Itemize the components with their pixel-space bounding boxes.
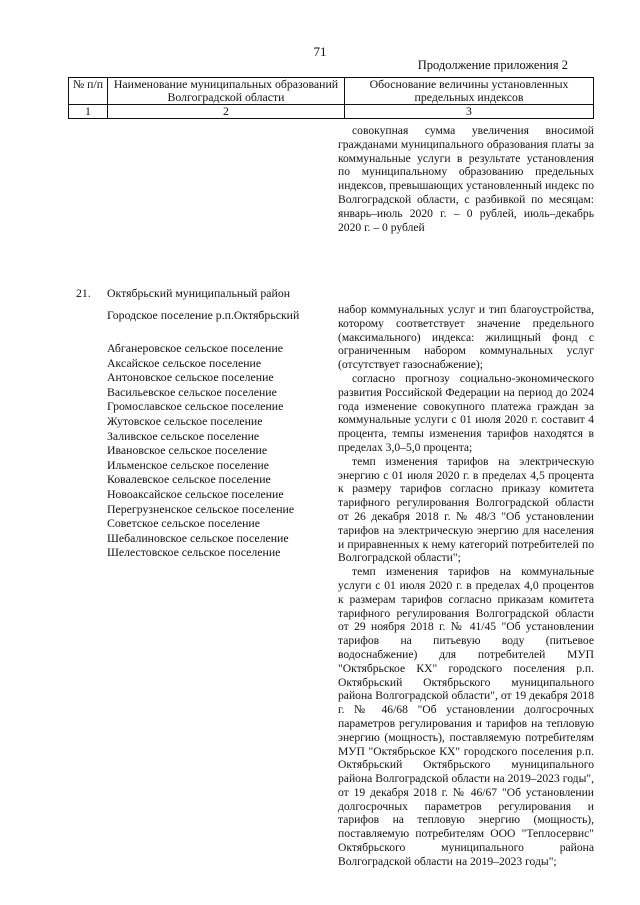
list-item: Жутовское сельское поселение <box>107 413 263 428</box>
continuation-note: Продолжение приложения 2 <box>417 58 568 72</box>
list-item: Аксайское сельское поселение <box>107 355 262 370</box>
list-item: Антоновское сельское поселение <box>107 370 274 385</box>
header-index-3: 3 <box>345 105 594 119</box>
justification-text <box>338 303 594 869</box>
list-item: Громославское сельское поселение <box>107 399 284 414</box>
list-item: Шелестовское сельское поселение <box>107 545 281 560</box>
rural-settlement-list <box>107 341 294 560</box>
justification-paragraph: согласно прогнозу социально-экономического развития Российской Федерации на период до 2024 года изменение совокупного платежа граждан за коммунальные услуги с 01 июля 2020 г. составит 4 процента, темпы изменения тарифов находятся в пределах 3,0–5,0 процента; <box>338 371 594 454</box>
carryover-paragraph: совокупная сумма увеличения вносимой гражданами муниципального образования платы за коммунальные услуги в результате установления по муниципальному образованию предельных индексов, превышающих установленный индекс по Волгоградской области, с разбивкой по месяцам: январь–июль 2020 г. – 0 рублей, июль–декабрь 2020 г. – 0 рублей <box>338 124 594 234</box>
page-number: 71 <box>313 44 327 59</box>
table-header <box>68 77 594 119</box>
list-item: Перегрузненское сельское поселение <box>107 501 295 516</box>
urban-settlement: Городское поселение р.п.Октябрьский <box>107 308 300 322</box>
justification-paragraph: набор коммунальных услуг и тип благоустройства, которому соответствует значение предельного (максимального) индекса: жилищный фонд с ограниченным набором коммунальных услуг (отсутствует газоснабжение); <box>338 303 594 372</box>
list-item: Новоаксайское сельское поселение <box>107 486 284 501</box>
justification-paragraph: темп изменения тарифов на коммунальные услуги с 01 июля 2020 г. в пределах 4,0 процентов к размерам тарифов согласно приказам комитета тарифного регулирования Волгоградской области от 29 ноября 2018 г. № 41/45 "Об установлении тарифов на питьевую воду (питьевое водоснабжение) для потребителей МУП "Октябрьское КХ" городского поселения р.п. Октябрьский Октябрьского муниципального района Волгоградской области", от 19 декабря 2018 г. № 46/68 "Об установлении долгосрочных параметров регулирования и тарифов на тепловую энергию (мощность), поставляемую потребителям МУП "Октябрьское КХ" городского поселения р.п. Октябрьский Октябрьского муниципального района Волгоградской области на 2019–2023 годы", от 19 декабря 2018 г. № 46/67 "Об установлении долгосрочных параметров регулирования и тарифов на тепловую энергию (мощность), поставляемую потребителям ООО "Теплосервис" Октябрьского муниципального района Волгоградской области на 2019–2023 годы"; <box>338 565 594 868</box>
header-municipality-cell: Наименование муниципальных образований Волгоградской области <box>108 78 345 105</box>
list-item: Абганеровское сельское поселение <box>107 341 284 355</box>
list-item: Васильевское сельское поселение <box>107 384 277 399</box>
row-number: 21. <box>76 286 91 300</box>
list-item: Ивановское сельское поселение <box>107 443 268 458</box>
list-item: Ковалевское сельское поселение <box>107 472 271 487</box>
header-justification-cell: Обоснование величины установленных предельных индексов <box>345 78 594 105</box>
header-index-2: 2 <box>108 105 345 119</box>
list-item: Советское сельское поселение <box>107 516 260 531</box>
list-item: Ильменское сельское поселение <box>107 457 269 472</box>
justification-paragraph: темп изменения тарифов на электрическую энергию с 01 июля 2020 г. в пределах 4,5 процента к размеру тарифов согласно приказу комитета тарифного регулирования Волгоградской области от 26 декабря 2018 г. № 48/3 "Об установлении тарифов на электрическую энергию для населения и приравненных к нему категорий потребителей по Волгоградской области"; <box>338 454 594 565</box>
district-name: Октябрьский муниципальный район <box>107 286 291 300</box>
carryover-justification <box>338 124 594 234</box>
header-index-1: 1 <box>69 105 108 119</box>
list-item: Заливское сельское поселение <box>107 428 260 443</box>
list-item: Шебалиновское сельское поселение <box>107 530 289 545</box>
header-number-cell: № п/п <box>69 78 108 105</box>
